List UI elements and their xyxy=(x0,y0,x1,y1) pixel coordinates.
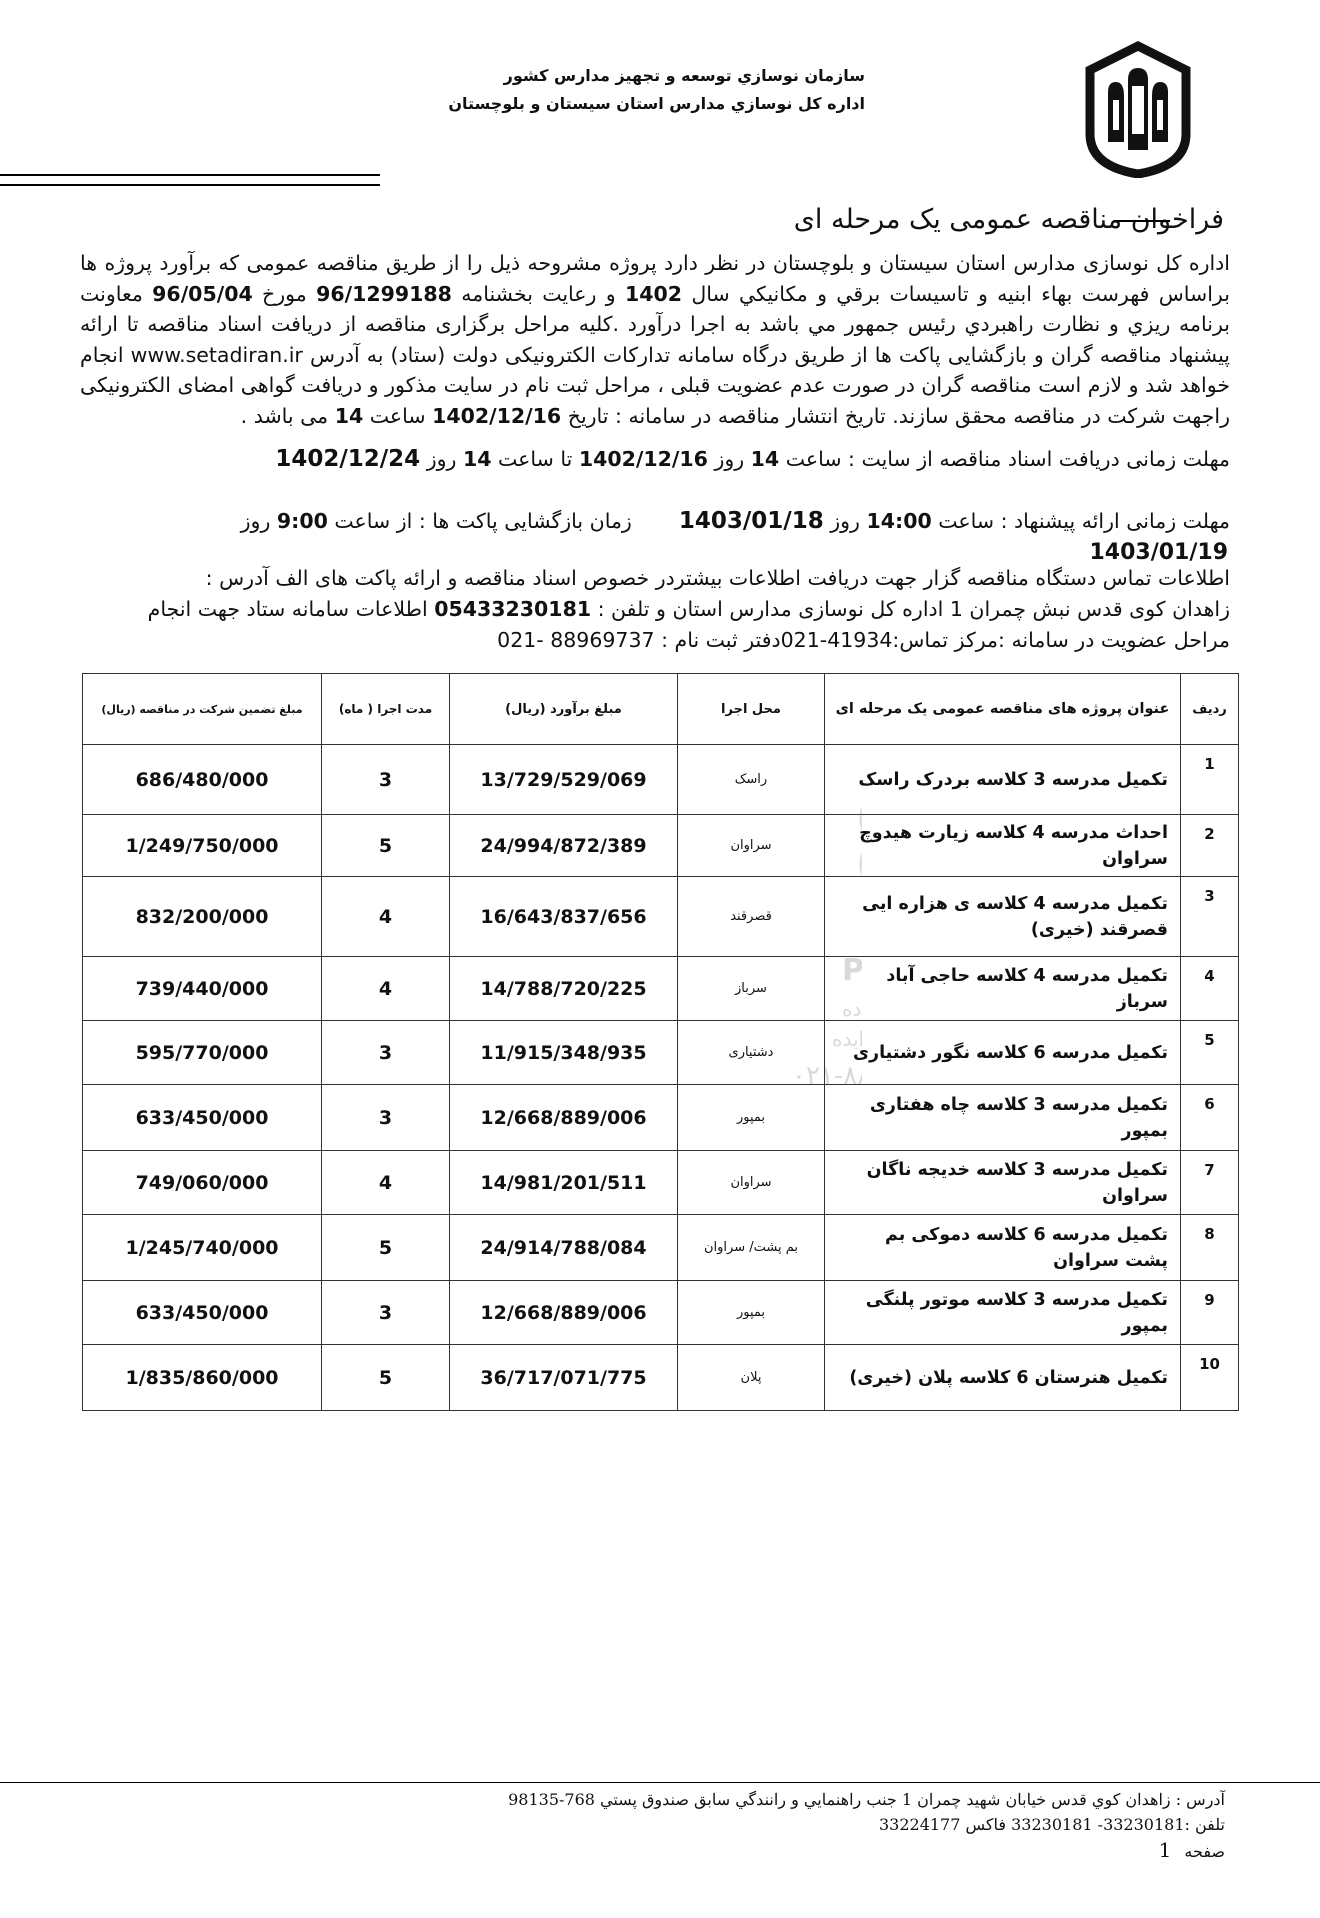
notice-title xyxy=(794,204,1224,235)
guarantee-amount: 633/450/000 xyxy=(83,1085,322,1151)
guarantee-amount: 1/245/740/000 xyxy=(83,1215,322,1281)
project-title: تکمیل مدرسه 6 کلاسه نگور دشتیاری xyxy=(825,1021,1181,1085)
guarantee-amount: 1/835/860/000 xyxy=(83,1345,322,1411)
docs-to-label: تا ساعت xyxy=(498,447,573,471)
row-number: 8 xyxy=(1181,1215,1239,1281)
projects-table xyxy=(82,673,1239,1411)
offer-day-word: روز xyxy=(830,509,860,533)
docs-deadline-label: مهلت زمانی دریافت اسناد مناقصه از سایت : ساعت xyxy=(785,447,1230,471)
project-title: تکمیل مدرسه 4 کلاسه حاجی آباد سرباز xyxy=(825,957,1181,1021)
notice-title-text: فراخوان مناقصه عمومی یک مرحله ای xyxy=(793,204,1224,235)
project-location: سراوان xyxy=(678,1151,825,1215)
duration-months: 5 xyxy=(322,1215,450,1281)
opening-hour: 9:00 xyxy=(276,509,328,533)
offer-date: 1403/01/18 xyxy=(678,508,824,534)
docs-to-date: 1402/12/24 xyxy=(275,446,421,472)
body-text-c: مورخ xyxy=(262,281,307,306)
contact-line-1: اطلاعات تماس دستگاه مناقصه گزار جهت دریافت اطلاعات بیشتردر خصوص اسناد مناقصه و ارائه پاکت های الف آدرس : xyxy=(205,566,1230,590)
project-title: تکمیل مدرسه 6 کلاسه دموکی بم پشت سراوان xyxy=(825,1215,1181,1281)
body-text-g: می باشد . xyxy=(240,403,329,428)
header-rule-2 xyxy=(0,184,380,186)
watermark-brand: P xyxy=(842,953,862,988)
duration-months: 4 xyxy=(322,957,450,1021)
docs-to-day-word: روز xyxy=(426,447,457,471)
project-title: تکمیل مدرسه 3 کلاسه بردرک راسک xyxy=(825,745,1181,815)
organization-name xyxy=(448,62,865,118)
opening-date: 1403/01/19 xyxy=(1089,540,1228,565)
iran-government-emblem-icon xyxy=(1068,38,1208,178)
row-number: 4 xyxy=(1181,957,1239,1021)
row-number: 5 xyxy=(1181,1021,1239,1085)
estimate-amount: 16/643/837/656 xyxy=(450,877,678,957)
circular-date: 96/05/04 xyxy=(152,281,253,306)
table-row xyxy=(83,957,1239,1021)
estimate-amount: 24/994/872/389 xyxy=(450,815,678,877)
notice-paragraph xyxy=(80,248,1230,431)
project-title: تکمیل مدرسه 3 کلاسه چاه هفتاری بمپور xyxy=(825,1085,1181,1151)
duration-months: 4 xyxy=(322,1151,450,1215)
project-title: تکمیل هنرستان 6 کلاسه پلان (خیری) xyxy=(825,1345,1181,1411)
duration-months: 5 xyxy=(322,815,450,877)
body-text-e: انجام خواهد شد و لازم است مناقصه گران در صورت عدم عضویت قبلی ، مراحل ثبت نام در سایت مذکور و دریافت گواهی امضای الکترونیکی راجهت شرکت در مناقصه محقق سازند. تاریخ انتشار مناقصه در سامانه : تاریخ xyxy=(80,342,1230,428)
project-location: سراوان xyxy=(678,815,825,877)
project-location: بمپور xyxy=(678,1085,825,1151)
estimate-amount: 14/981/201/511 xyxy=(450,1151,678,1215)
contact-address: زاهدان کوی قدس نبش چمران 1 اداره کل نوسازی مدارس استان و تلفن : xyxy=(597,597,1230,621)
row-number: 3 xyxy=(1181,877,1239,957)
row-number: 2 xyxy=(1181,815,1239,877)
estimate-amount: 11/915/348/935 xyxy=(450,1021,678,1085)
row-number: 6 xyxy=(1181,1085,1239,1151)
page-number: 1 xyxy=(1158,1838,1172,1862)
docs-from-day-word: روز xyxy=(714,447,745,471)
docs-from-hour: 14 xyxy=(750,447,780,471)
header-location: محل اجرا xyxy=(678,674,825,745)
estimate-amount: 36/717/071/775 xyxy=(450,1345,678,1411)
guarantee-amount: 749/060/000 xyxy=(83,1151,322,1215)
table-row xyxy=(83,745,1239,815)
estimate-amount: 14/788/720/225 xyxy=(450,957,678,1021)
guarantee-amount: 832/200/000 xyxy=(83,877,322,957)
guarantee-amount: 595/770/000 xyxy=(83,1021,322,1085)
circular-number: 96/1299188 xyxy=(316,281,452,306)
page-label: صفحه xyxy=(1184,1842,1225,1861)
guarantee-amount: 686/480/000 xyxy=(83,745,322,815)
guarantee-amount: 1/249/750/000 xyxy=(83,815,322,877)
offer-deadline-label: مهلت زمانی ارائه پیشنهاد : ساعت xyxy=(938,509,1230,533)
docs-deadline-line xyxy=(275,446,1230,472)
body-text-f: ساعت xyxy=(369,403,426,428)
project-location: راسک xyxy=(678,745,825,815)
price-list-year: 1402 xyxy=(624,281,682,306)
header-row-number: ردیف xyxy=(1181,674,1239,745)
header-project-title: عنوان پروژه های مناقصه عمومی یک مرحله ای xyxy=(825,674,1181,745)
estimate-amount: 13/729/529/069 xyxy=(450,745,678,815)
table-row xyxy=(83,1085,1239,1151)
contact-setad-info: اطلاعات سامانه ستاد جهت انجام xyxy=(147,597,428,621)
docs-from-date: 1402/12/16 xyxy=(578,447,708,471)
contact-registration: مراحل عضویت در سامانه :مرکز تماس:41934-021دفتر ثبت نام : xyxy=(661,628,1230,652)
publish-hour: 14 xyxy=(334,403,364,428)
footer-address: آدرس : زاهدان کوي قدس خيابان شهيد چمران 1 جنب راهنمايي و رانندگي سابق صندوق پستي 768-98135 xyxy=(508,1790,1225,1809)
opening-day-word: روز xyxy=(240,509,271,533)
header-duration: مدت اجرا ( ماه) xyxy=(322,674,450,745)
contact-line-2 xyxy=(148,597,1230,621)
estimate-amount: 24/914/788/084 xyxy=(450,1215,678,1281)
duration-months: 5 xyxy=(322,1345,450,1411)
project-location: سرباز xyxy=(678,957,825,1021)
duration-months: 3 xyxy=(322,745,450,815)
publish-date: 1402/12/16 xyxy=(432,403,562,428)
guarantee-amount: 633/450/000 xyxy=(83,1281,322,1345)
table-row xyxy=(83,1215,1239,1281)
contact-phone: 05433230181 xyxy=(434,597,592,621)
project-location: بم پشت/ سراوان xyxy=(678,1215,825,1281)
row-number: 9 xyxy=(1181,1281,1239,1345)
table-row xyxy=(83,1345,1239,1411)
table-header-row xyxy=(83,674,1239,745)
table-row xyxy=(83,877,1239,957)
table-row xyxy=(83,815,1239,877)
footer-rule xyxy=(0,1782,1320,1783)
table-row xyxy=(83,1151,1239,1215)
project-location: پلان xyxy=(678,1345,825,1411)
duration-months: 4 xyxy=(322,877,450,957)
duration-months: 3 xyxy=(322,1085,450,1151)
body-text-a: اداره کل نوسازی مدارس استان سیستان و بلوچستان در نظر دارد پروژه مشروحه ذیل را از طریق مناقصه عمومی که برآورد پروژه ها براساس فهرست بهاء ابنیه و تاسیسات برقي و مکانیکي سال xyxy=(80,251,1230,306)
project-location: دشتیاری xyxy=(678,1021,825,1085)
header-rule xyxy=(0,174,380,176)
project-title: تکمیل مدرسه 3 کلاسه خدیجه ناگان سراوان xyxy=(825,1151,1181,1215)
setad-website-link[interactable]: www.setadiran.ir xyxy=(130,342,303,367)
body-text-d: معاونت برنامه ریزي و نظارت راهبردي رئیس جمهور مي باشد به اجرا درآورد .کلیه مراحل برگزاری مناقصه از دریافت اسناد مناقصه تا ارائه پیشنهاد مناقصه گران و بازگشایی پاکت ها از طریق درگاه سامانه تدارکات الکترونیکی دولت (ستاد) به آدرس xyxy=(80,281,1230,367)
header-guarantee: مبلغ تضمین شرکت در مناقصه (ریال) xyxy=(83,674,322,745)
duration-months: 3 xyxy=(322,1021,450,1085)
contact-line-3 xyxy=(497,628,1230,652)
footer-page xyxy=(1159,1838,1225,1862)
project-location: بمپور xyxy=(678,1281,825,1345)
duration-months: 3 xyxy=(322,1281,450,1345)
guarantee-amount: 739/440/000 xyxy=(83,957,322,1021)
footer-phone: تلفن :33230181- 33230181 فاکس 33224177 xyxy=(878,1815,1225,1834)
watermark-phone: ۰۲۱-۸ xyxy=(792,1061,858,1091)
offer-hour: 14:00 xyxy=(866,509,932,533)
org-line-2: اداره کل نوسازي مدارس استان سيستان و بلوچستان xyxy=(448,94,865,113)
opening-label: زمان بازگشایی پاکت ها : از ساعت xyxy=(334,509,632,533)
row-number: 7 xyxy=(1181,1151,1239,1215)
estimate-amount: 12/668/889/006 xyxy=(450,1085,678,1151)
project-location: قصرقند xyxy=(678,877,825,957)
registration-phone: 021- 88969737 xyxy=(497,628,655,652)
offer-deadline-line xyxy=(241,508,1230,534)
header-estimate: مبلغ برآورد (ریال) xyxy=(450,674,678,745)
project-title: احداث مدرسه 4 کلاسه زیارت هیدوچ سراوان xyxy=(825,815,1181,877)
watermark-line-2: ایده xyxy=(832,1027,862,1051)
watermark-line-1: ده xyxy=(842,997,862,1021)
row-number: 1 xyxy=(1181,745,1239,815)
body-text-b: و رعایت بخشنامه xyxy=(461,281,616,306)
table-row xyxy=(83,1281,1239,1345)
org-line-1: سازمان نوسازي توسعه و تجهيز مدارس کشور xyxy=(503,66,865,85)
estimate-amount: 12/668/889/006 xyxy=(450,1281,678,1345)
notice-body xyxy=(80,248,1230,431)
project-title: تکمیل مدرسه 4 کلاسه ی هزاره ایی قصرقند (خیری) xyxy=(825,877,1181,957)
title-strike-line xyxy=(1116,220,1170,222)
project-title: تکمیل مدرسه 3 کلاسه موتور پلنگی بمپور xyxy=(825,1281,1181,1345)
docs-to-hour: 14 xyxy=(462,447,492,471)
row-number: 10 xyxy=(1181,1345,1239,1411)
table-row xyxy=(83,1021,1239,1085)
